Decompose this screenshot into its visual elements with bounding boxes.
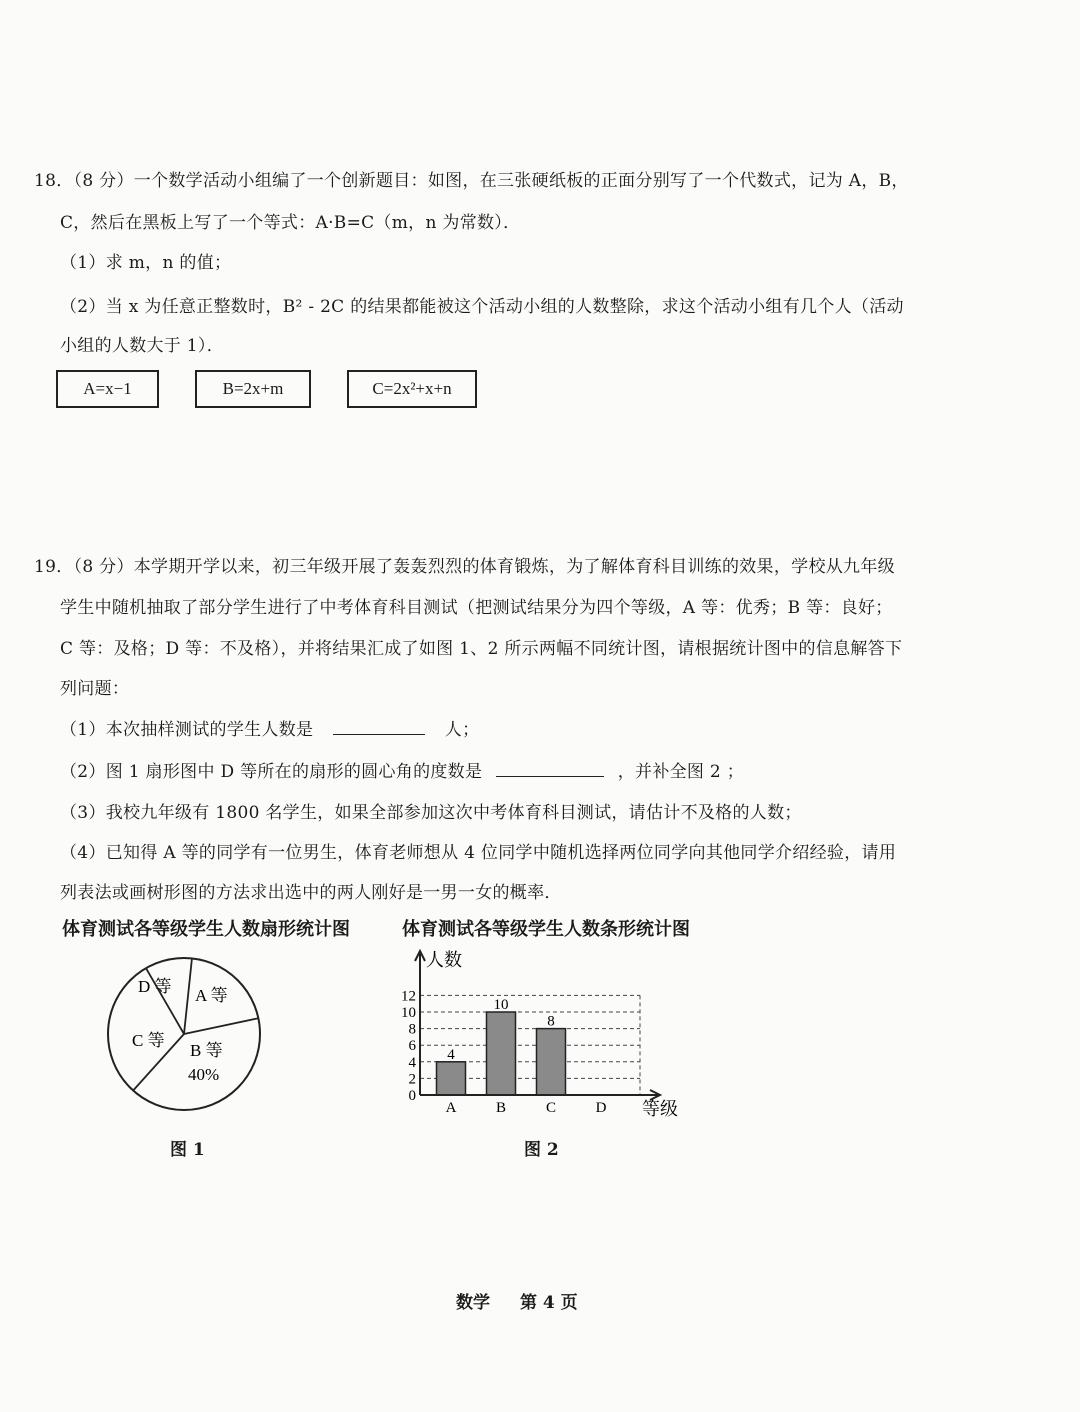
q19-sub-3: （3）我校九年级有 1800 名学生，如果全部参加这次中考体育科目测试，请估计不及格的人数；: [60, 803, 802, 823]
bar-ytick-6: 6: [408, 1038, 416, 1055]
q19-sub-1: [60, 716, 479, 743]
bar-xtick-A: A: [445, 1100, 457, 1116]
card-c: C=2x²+x+n: [347, 370, 477, 408]
bar-ytick-2: 2: [408, 1071, 416, 1088]
q18-part-2-a: （2）当 x 为任意正整数时，B² - 2C 的结果都能被这个活动小组的人数整除，求这个活动小组有几个人（活动: [60, 297, 904, 317]
pie-label-a: A 等: [195, 986, 228, 1005]
q18-line-1: 18．（8 分）一个数学活动小组编了一个创新题目：如图，在三张硬纸板的正面分别写了一个代数式，记为 A，B，: [34, 171, 909, 191]
pie-label-d: D 等: [138, 977, 172, 996]
q19-sub-2-tail: ，并补全图 2 ；: [617, 762, 745, 782]
q19-sub-4-b: 列表法或画树形图的方法求出选中的两人刚好是一男一女的概率．: [60, 883, 562, 903]
fig1-title: 体育测试各等级学生人数扇形统计图: [62, 919, 350, 940]
q18-part-1: （1）求 m，n 的值；: [60, 253, 232, 273]
pie-label-c: C 等: [132, 1031, 165, 1050]
q19-line-3: C 等：及格；D 等：不及格），并将结果汇成了如图 1、2 所示两幅不同统计图，请根据统计图中的信息解答下: [60, 639, 903, 659]
card-b: B=2x+m: [195, 370, 311, 408]
fig1-caption: 图 1: [170, 1140, 205, 1160]
bar-ytick-12: 12: [401, 988, 416, 1005]
card-a: A=x−1: [56, 370, 159, 408]
answer-blank-2[interactable]: [496, 758, 604, 777]
fig2-title: 体育测试各等级学生人数条形统计图: [402, 919, 690, 940]
pie-label-b-percent: 40%: [188, 1065, 220, 1084]
bar-xtick-B: B: [495, 1100, 507, 1116]
bar-xtick-C: C: [545, 1100, 557, 1116]
q19-line-2: 学生中随机抽取了部分学生进行了中考体育科目测试（把测试结果分为四个等级，A 等：优秀；B 等：良好；: [60, 598, 893, 618]
pie-chart: [100, 952, 270, 1117]
bar-ytick-4: 4: [408, 1054, 416, 1071]
pie-divider-A 等: [184, 958, 192, 1034]
bar-xlabel: 等级: [642, 1099, 678, 1119]
pie-label-b: B 等: [190, 1041, 223, 1060]
q19-sub-1-text: （1）本次抽样测试的学生人数是: [60, 720, 314, 740]
q19-line-4: 列问题：: [60, 679, 130, 699]
footer-page: 第 4 页: [520, 1293, 578, 1313]
q19-sub-2: [60, 758, 744, 785]
bar-B: [487, 1012, 516, 1095]
pie-divider-B 等: [184, 1018, 258, 1034]
fig2-caption: 图 2: [524, 1140, 559, 1160]
bar-ytick-10: 10: [401, 1005, 416, 1021]
bar-ylabel: 人数: [426, 950, 462, 970]
q19-sub-4-a: （4）已知得 A 等的同学有一位男生，体育老师想从 4 位同学中随机选择两位同学向其他同学介绍经验，请用: [60, 843, 897, 863]
bar-chart: [390, 945, 690, 1130]
bar-label-B: 10: [493, 997, 509, 1013]
pie-slices: [108, 958, 260, 1110]
bar-A: [437, 1062, 466, 1095]
bar-label-C: 8: [547, 1013, 555, 1030]
q18-part-2-b: 小组的人数大于 1）．: [60, 336, 225, 356]
bar-ytick-8: 8: [408, 1021, 416, 1038]
footer-subject: 数学: [456, 1293, 490, 1313]
answer-blank-1[interactable]: [333, 716, 425, 735]
bar-label-A: 4: [447, 1046, 455, 1063]
q19-line-1: 19．（8 分）本学期开学以来，初三年级开展了轰轰烈烈的体育锻炼，为了解体育科目训练的效果，学校从九年级: [34, 557, 895, 577]
bar-ytick-0: 0: [408, 1088, 416, 1104]
bar-xtick-D: D: [595, 1100, 607, 1116]
bar-C: [537, 1029, 566, 1095]
q18-line-2: C，然后在黑板上写了一个等式：A·B=C（m，n 为常数）．: [60, 213, 521, 233]
q19-sub-2-text: （2）图 1 扇形图中 D 等所在的扇形的圆心角的度数是: [60, 762, 483, 782]
q19-sub-1-unit: 人；: [444, 720, 480, 740]
